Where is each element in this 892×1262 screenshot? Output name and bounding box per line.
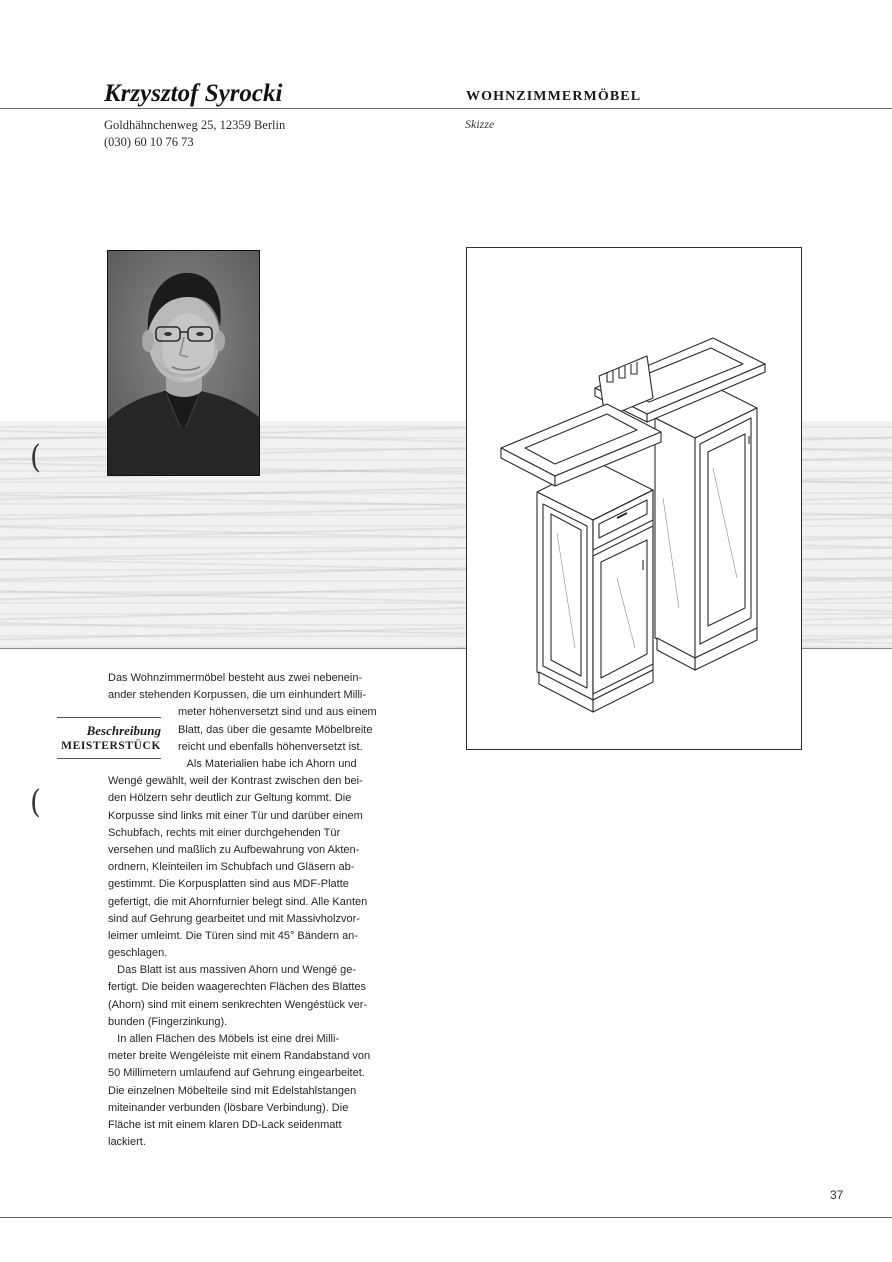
side-label-box [57,717,161,759]
sketch-label: Skizze [465,117,495,131]
text-line: Das Blatt ist aus massiven Ahorn und Wengé ge- [108,964,357,977]
contact-address [104,117,285,151]
side-label-beschreibung: Beschreibung [86,723,161,738]
text-line: fertigt. Die beiden waagerechten Flächen des Blattes [108,981,367,994]
text-line: Die einzelnen Möbelteile sind mit Edelstahlstangen [108,1084,357,1097]
text-line: ander stehenden Korpussen, die um einhundert Milli- [108,689,367,702]
text-line: 50 Millimetern umlaufend auf Gehrung eingearbeitet. [108,1067,365,1080]
text-line: lackiert. [108,1136,146,1149]
side-label-meisterstueck: MEISTERSTÜCK [61,740,161,752]
text-line: Schubfach, rechts mit einer durchgehenden Tür [108,826,341,839]
furniture-sketch [466,247,802,750]
text-line: versehen und maßlich zu Aufbewahrung von Akten- [108,843,360,856]
text-line: gestimmt. Die Korpusplatten sind aus MDF-Platte [108,878,349,891]
footer-rule [0,1217,892,1218]
address-street: Goldhähnchenweg 25, 12359 Berlin [104,118,286,132]
text-line: sind auf Gehrung gearbeitet und mit Massivholzvor- [108,912,360,925]
section-title: WOHNZIMMERMÖBEL [466,89,642,104]
text-line: Wengé gewählt, weil der Kontrast zwischen den bei- [108,775,363,788]
description-text-block-1 [108,670,366,704]
text-line: reicht und ebenfalls höhenversetzt ist. [178,740,363,753]
text-line: Fläche ist mit einem klaren DD-Lack seidenmatt [108,1118,342,1131]
text-line: gefertigt, die mit Ahornfurnier belegt sind. Alle Kanten [108,895,368,908]
address-phone: (030) 60 10 76 73 [104,135,194,149]
text-line: miteinander verbunden (lösbare Verbindung). Die [108,1101,349,1114]
text-line: meter breite Wengéleiste mit einem Randabstand von [108,1050,371,1063]
text-line: Das Wohnzimmermöbel besteht aus zwei nebenein- [108,672,363,684]
text-line: Als Materialien habe ich Ahorn und [178,757,357,770]
text-line: Korpusse sind links mit einer Tür und darüber einem [108,809,363,822]
binder-hole-mark: ( [30,782,41,821]
portrait-photo [107,250,260,476]
text-line: den Hölzern sehr deutlich zur Geltung kommt. Die [108,792,352,805]
page-number: 37 [830,1188,844,1202]
text-line: In allen Flächen des Möbels ist eine drei Milli- [108,1033,340,1045]
description-text-block-2 [178,704,377,773]
text-line: ordnern, Kleinteilen im Schubfach und Gläsern ab- [108,861,355,874]
description-text-block-3 [108,773,370,1151]
binder-hole-mark: ( [30,437,41,476]
header-rule [0,108,892,109]
text-line: leimer umleimt. Die Türen sind mit 45° Bändern an- [108,929,358,942]
text-line: meter höhenversetzt sind und aus einem [178,706,377,719]
author-name: Krzysztof Syrocki [104,80,283,107]
text-line: geschlagen. [108,947,168,960]
text-line: bunden (Fingerzinkung). [108,1015,228,1028]
text-line: (Ahorn) sind mit einem senkrechten Wengéstück ver- [108,998,368,1011]
text-line: Blatt, das über die gesamte Möbelbreite [178,723,373,736]
